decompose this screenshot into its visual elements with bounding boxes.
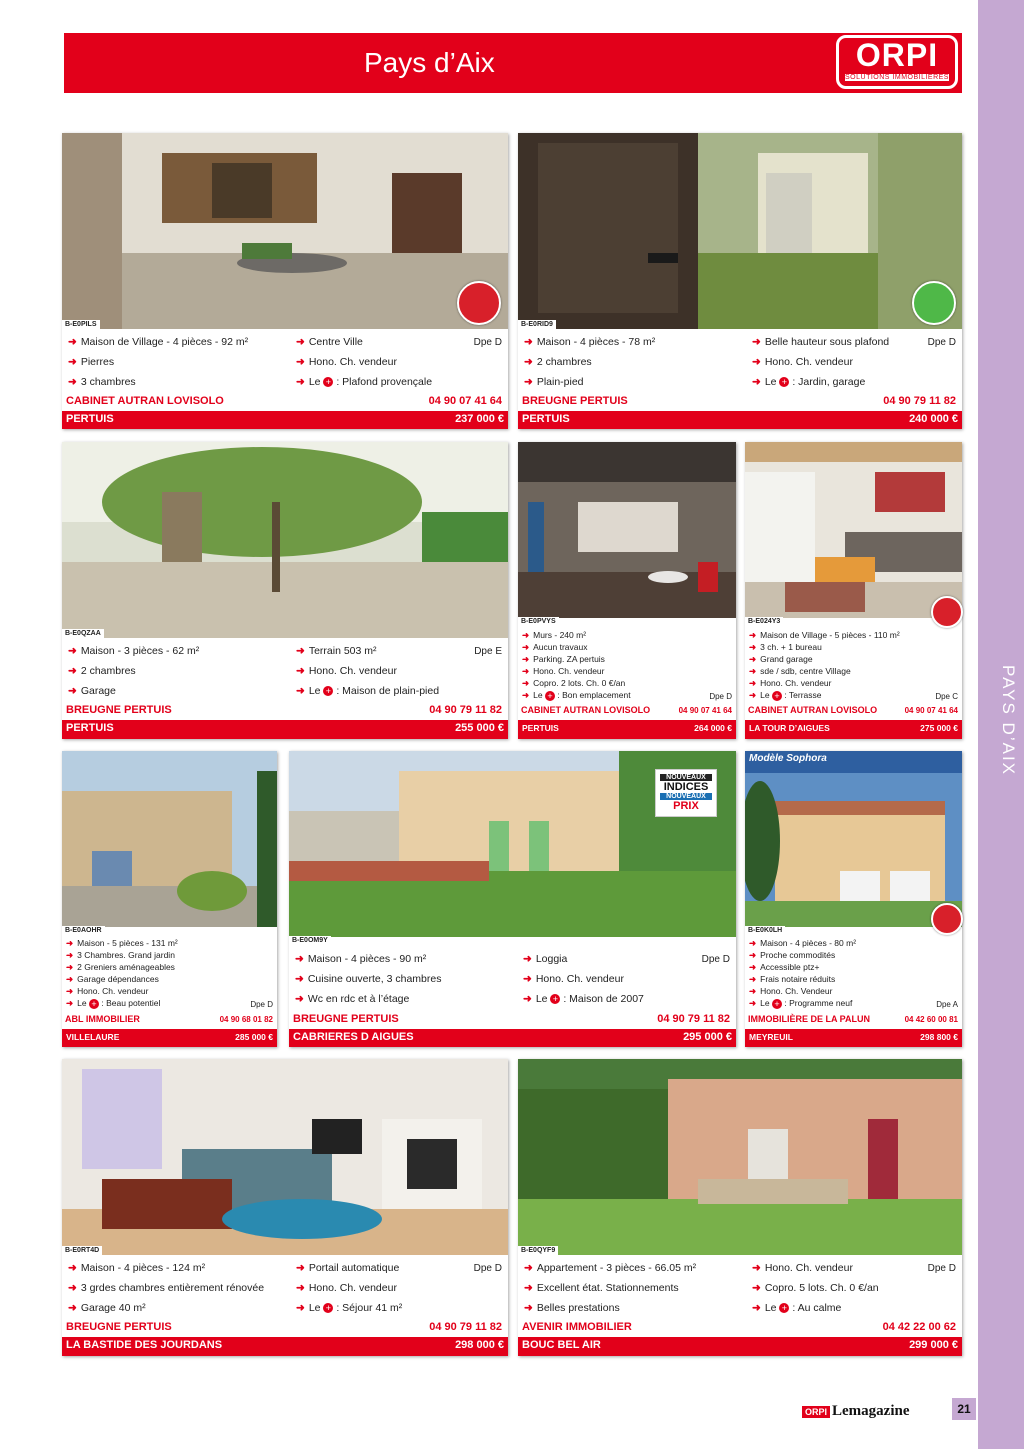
heart-house-icon: [931, 596, 963, 628]
plus-icon: +: [545, 691, 555, 701]
arrow-icon: ➜: [66, 974, 74, 984]
arrow-icon: ➜: [68, 1282, 77, 1294]
arrow-icon: ➜: [749, 630, 757, 640]
arrow-icon: ➜: [66, 962, 74, 972]
arrow-icon: ➜: [523, 993, 532, 1005]
feature: ➜ Wc en rdc et à l’étage: [295, 993, 410, 1005]
feature: ➜ Cuisine ouverte, 3 chambres: [295, 973, 442, 985]
feature: ➜ Garage 40 m²: [68, 1302, 146, 1314]
orpi-logo: [836, 35, 958, 89]
arrow-icon: ➜: [68, 685, 77, 697]
feature: ➜ Hono. Ch. vendeur: [752, 356, 853, 368]
feature: ➜ Maison de Village - 4 pièces - 92 m²: [68, 336, 249, 348]
feature: ➜ Belle hauteur sous plafond: [752, 336, 890, 348]
listing-card[interactable]: [62, 751, 277, 1047]
feature: ➜ Maison - 4 pièces - 80 m²: [749, 938, 857, 948]
arrow-icon: ➜: [66, 986, 74, 996]
property-photo: [518, 442, 736, 618]
listing-ref: B-E0K0LH: [745, 926, 785, 935]
plus-icon: +: [772, 999, 782, 1009]
price: 295 000 €: [683, 1031, 732, 1043]
arrow-icon: ➜: [749, 666, 757, 676]
arrow-icon: ➜: [522, 654, 530, 664]
arrow-icon: ➜: [752, 1302, 761, 1314]
page-header: [64, 33, 962, 93]
agency-name[interactable]: ABL IMMOBILIER: [65, 1014, 140, 1024]
feature: ➜ Hono. Ch. vendeur: [66, 986, 149, 996]
arrow-icon: ➜: [749, 998, 757, 1008]
price: 237 000 €: [455, 413, 504, 425]
agency-phone[interactable]: 04 90 07 41 64: [904, 706, 958, 715]
price: 240 000 €: [909, 413, 958, 425]
listing-ref: B-E0AOHR: [62, 926, 105, 935]
dpe-rating: Dpe D: [473, 1263, 502, 1274]
plus-icon: +: [550, 994, 560, 1004]
arrow-icon: ➜: [522, 630, 530, 640]
arrow-icon: ➜: [295, 973, 304, 985]
agency-name[interactable]: IMMOBILIÈRE DE LA PALUN: [748, 1014, 870, 1024]
feature: ➜ Garage dépendances: [66, 974, 159, 984]
arrow-icon: ➜: [523, 953, 532, 965]
location: PERTUIS: [522, 413, 570, 425]
agency-phone[interactable]: 04 90 07 41 64: [678, 706, 732, 715]
arrow-icon: ➜: [68, 356, 77, 368]
arrow-icon: ➜: [68, 645, 77, 657]
listing-ref: B-E0RID9: [518, 320, 556, 329]
feature-plus: ➜ Le + : Jardin, garage: [752, 376, 866, 388]
location-price-bar: [745, 1029, 962, 1047]
arrow-icon: ➜: [524, 1262, 533, 1274]
arrow-icon: ➜: [749, 986, 757, 996]
listing-card[interactable]: [289, 751, 736, 1047]
dpe-rating: Dpe A: [936, 1000, 958, 1009]
feature: ➜ 2 Greniers aménageables: [66, 962, 175, 972]
feature: ➜ Maison de Village - 5 pièces - 110 m²: [749, 630, 900, 640]
model-label: Modèle Sophora: [749, 753, 827, 764]
agency-name[interactable]: AVENIR IMMOBILIER: [522, 1321, 632, 1333]
feature: ➜ Copro. 2 lots. Ch. 0 €/an: [522, 678, 626, 688]
price: 298 000 €: [455, 1339, 504, 1351]
magazine-logo: [802, 1403, 910, 1420]
feature: ➜ Maison - 3 pièces - 62 m²: [68, 645, 200, 657]
feature: ➜ Loggia: [523, 953, 568, 965]
dpe-rating: Dpe D: [927, 337, 956, 348]
arrow-icon: ➜: [749, 642, 757, 652]
dpe-rating: Dpe D: [250, 1000, 273, 1009]
listing-ref: B-E0PILS: [62, 320, 100, 329]
feature: ➜ Frais notaire réduits: [749, 974, 836, 984]
location-price-bar: [745, 720, 962, 739]
arrow-icon: ➜: [296, 1262, 305, 1274]
plus-icon: +: [323, 377, 333, 387]
property-photo: [518, 133, 962, 329]
agency-phone[interactable]: 04 90 79 11 82: [429, 704, 502, 716]
arrow-icon: ➜: [66, 950, 74, 960]
feature-plus: ➜ Le + : Terrasse: [749, 690, 822, 701]
listing-ref: B-E024Y3: [745, 617, 783, 626]
location: BOUC BEL AIR: [522, 1339, 601, 1351]
location: PERTUIS: [66, 413, 114, 425]
feature: ➜ Garage: [68, 685, 116, 697]
location: PERTUIS: [522, 723, 559, 733]
plus-icon: +: [323, 1303, 333, 1313]
location-price-bar: [62, 1337, 508, 1356]
property-photo: [62, 1059, 508, 1255]
feature: ➜ Murs - 240 m²: [522, 630, 587, 640]
feature: ➜ Maison - 5 pièces - 131 m²: [66, 938, 178, 948]
arrow-icon: ➜: [749, 690, 757, 700]
location-price-bar: [518, 1337, 962, 1356]
feature: ➜ Grand garage: [749, 654, 813, 664]
arrow-icon: ➜: [522, 642, 530, 652]
page-number: 21: [952, 1398, 976, 1420]
listing-ref: B-E0QZAA: [62, 629, 104, 638]
dpe-rating: Dpe D: [701, 954, 730, 965]
feature: ➜ Maison - 4 pièces - 90 m²: [295, 953, 427, 965]
agency-name[interactable]: BREUGNE PERTUIS: [66, 704, 172, 716]
feature: ➜ Hono. Ch. Vendeur: [749, 986, 833, 996]
feature-plus: ➜ Le + : Au calme: [752, 1302, 842, 1314]
agency-name[interactable]: BREUGNE PERTUIS: [66, 1321, 172, 1333]
agency-phone[interactable]: 04 90 79 11 82: [657, 1013, 730, 1025]
arrow-icon: ➜: [66, 998, 74, 1008]
feature: ➜ Hono. Ch. vendeur: [296, 356, 397, 368]
sidebar-label: PAYS D’AIX: [999, 665, 1018, 777]
feature: ➜ Hono. Ch. vendeur: [749, 678, 832, 688]
arrow-icon: ➜: [296, 645, 305, 657]
property-photo: [745, 751, 962, 927]
price: 255 000 €: [455, 722, 504, 734]
price: 298 800 €: [920, 1032, 958, 1042]
arrow-icon: ➜: [749, 938, 757, 948]
arrow-icon: ➜: [68, 665, 77, 677]
eco-house-icon: [912, 281, 956, 325]
feature: ➜ 3 ch. + 1 bureau: [749, 642, 822, 652]
feature: ➜ Copro. 5 lots. Ch. 0 €/an: [752, 1282, 879, 1294]
arrow-icon: ➜: [752, 376, 761, 388]
feature: ➜ Excellent état. Stationnements: [524, 1282, 679, 1294]
feature: ➜ 3 Chambres. Grand jardin: [66, 950, 175, 960]
feature: ➜ 2 chambres: [68, 665, 136, 677]
location: CABRIERES D AIGUES: [293, 1031, 414, 1043]
location-price-bar: [62, 1029, 277, 1047]
feature: ➜ Parking. ZA pertuis: [522, 654, 605, 664]
arrow-icon: ➜: [752, 336, 761, 348]
feature: ➜ sde / sdb, centre Village: [749, 666, 851, 676]
dpe-rating: Dpe D: [473, 337, 502, 348]
arrow-icon: ➜: [68, 1302, 77, 1314]
listing-card[interactable]: [518, 442, 736, 739]
feature: ➜ Pierres: [68, 356, 115, 368]
location: MEYREUIL: [749, 1032, 793, 1042]
arrow-icon: ➜: [752, 356, 761, 368]
heart-house-icon: [457, 281, 501, 325]
arrow-icon: ➜: [749, 950, 757, 960]
price: 285 000 €: [235, 1032, 273, 1042]
location: VILLELAURE: [66, 1032, 120, 1042]
feature: ➜ Hono. Ch. vendeur: [296, 1282, 397, 1294]
feature: ➜ Centre Ville: [296, 336, 363, 348]
heart-house-icon: [931, 903, 963, 935]
arrow-icon: ➜: [522, 678, 530, 688]
arrow-icon: ➜: [522, 666, 530, 676]
feature-plus: ➜ Le + : Maison de plain-pied: [296, 685, 440, 697]
plus-icon: +: [772, 691, 782, 701]
agency-name[interactable]: CABINET AUTRAN LOVISOLO: [66, 395, 224, 407]
plus-icon: +: [779, 377, 789, 387]
feature: ➜ Aucun travaux: [522, 642, 588, 652]
footer-brand-mini: ORPI: [802, 1406, 830, 1418]
arrow-icon: ➜: [524, 1302, 533, 1314]
feature: ➜ Hono. Ch. vendeur: [752, 1262, 853, 1274]
agency-name[interactable]: BREUGNE PERTUIS: [293, 1013, 399, 1025]
dpe-rating: Dpe D: [927, 1263, 956, 1274]
price: 264 000 €: [694, 723, 732, 733]
listing-card[interactable]: [518, 133, 962, 429]
listing-card[interactable]: [62, 133, 508, 429]
arrow-icon: ➜: [749, 654, 757, 664]
agency-phone[interactable]: 04 90 68 01 82: [219, 1015, 273, 1024]
arrow-icon: ➜: [524, 1282, 533, 1294]
plus-icon: +: [779, 1303, 789, 1313]
plus-icon: +: [323, 686, 333, 696]
arrow-icon: ➜: [295, 993, 304, 1005]
arrow-icon: ➜: [66, 938, 74, 948]
listing-card[interactable]: [62, 442, 508, 739]
agency-phone[interactable]: 04 42 22 00 62: [882, 1321, 956, 1333]
listing-ref: B-E0QYF9: [518, 1246, 558, 1255]
listing-card[interactable]: [745, 442, 962, 739]
location: LA BASTIDE DES JOURDANS: [66, 1339, 223, 1351]
price: 275 000 €: [920, 723, 958, 733]
arrow-icon: ➜: [296, 1282, 305, 1294]
arrow-icon: ➜: [752, 1262, 761, 1274]
arrow-icon: ➜: [296, 356, 305, 368]
location-price-bar: [518, 411, 962, 429]
arrow-icon: ➜: [68, 1262, 77, 1274]
feature: ➜ 3 grdes chambres entièrement rénovée: [68, 1282, 265, 1294]
location: PERTUIS: [66, 722, 114, 734]
price: 299 000 €: [909, 1339, 958, 1351]
property-photo: [62, 751, 277, 927]
plus-icon: +: [89, 999, 99, 1009]
location: LA TOUR D’AIGUES: [749, 723, 830, 733]
property-photo: [745, 442, 962, 618]
dpe-rating: Dpe E: [474, 646, 502, 657]
location-price-bar: [62, 411, 508, 429]
arrow-icon: ➜: [295, 953, 304, 965]
arrow-icon: ➜: [522, 690, 530, 700]
logo-main: ORPI: [855, 37, 939, 73]
feature-plus: ➜ Le + : Bon emplacement: [522, 690, 631, 701]
agency-phone[interactable]: 04 90 79 11 82: [429, 1321, 502, 1333]
arrow-icon: ➜: [296, 336, 305, 348]
arrow-icon: ➜: [68, 336, 77, 348]
arrow-icon: ➜: [524, 336, 533, 348]
agency-name[interactable]: CABINET AUTRAN LOVISOLO: [748, 705, 878, 715]
property-photo: [62, 442, 508, 638]
dpe-rating: Dpe D: [709, 692, 732, 701]
feature: ➜ Accessible ptz+: [749, 962, 820, 972]
arrow-icon: ➜: [752, 1282, 761, 1294]
feature: ➜ Appartement - 3 pièces - 66.05 m²: [524, 1262, 697, 1274]
feature-plus: ➜ Le + : Beau potentiel: [66, 998, 161, 1009]
agency-name[interactable]: BREUGNE PERTUIS: [522, 395, 628, 407]
arrow-icon: ➜: [524, 376, 533, 388]
feature-plus: ➜ Le + : Programme neuf: [749, 998, 853, 1009]
listing-ref: B-E0RT4D: [62, 1246, 102, 1255]
feature: ➜ Portail automatique: [296, 1262, 400, 1274]
location-price-bar: [518, 720, 736, 739]
feature: ➜ Maison - 4 pièces - 78 m²: [524, 336, 656, 348]
logo-sub: SOLUTIONS IMMOBILIERES: [845, 74, 949, 81]
agency-phone[interactable]: 04 90 79 11 82: [883, 395, 956, 407]
arrow-icon: ➜: [749, 962, 757, 972]
feature-plus: ➜ Le + : Maison de 2007: [523, 993, 644, 1005]
arrow-icon: ➜: [749, 974, 757, 984]
listing-card[interactable]: [62, 1059, 508, 1356]
agency-name[interactable]: CABINET AUTRAN LOVISOLO: [521, 705, 651, 715]
feature: ➜ Belles prestations: [524, 1302, 620, 1314]
arrow-icon: ➜: [296, 376, 305, 388]
listing-card[interactable]: [518, 1059, 962, 1356]
feature: ➜ Maison - 4 pièces - 124 m²: [68, 1262, 206, 1274]
arrow-icon: ➜: [68, 376, 77, 388]
arrow-icon: ➜: [296, 685, 305, 697]
arrow-icon: ➜: [524, 356, 533, 368]
arrow-icon: ➜: [523, 973, 532, 985]
new-indices-tag: NOUVEAUX INDICES NOUVEAUX PRIX: [655, 769, 717, 817]
dpe-rating: Dpe C: [935, 692, 958, 701]
feature: ➜ 2 chambres: [524, 356, 592, 368]
feature: ➜ Hono. Ch. vendeur: [523, 973, 624, 985]
feature-plus: ➜ Le + : Séjour 41 m²: [296, 1302, 403, 1314]
listing-ref: B-E0PVYS: [518, 617, 559, 626]
feature: ➜ Plain-pied: [524, 376, 584, 388]
feature: ➜ Proche commodités: [749, 950, 836, 960]
arrow-icon: ➜: [296, 665, 305, 677]
arrow-icon: ➜: [296, 1302, 305, 1314]
property-photo: [62, 133, 508, 329]
listing-card[interactable]: [745, 751, 962, 1047]
page-title: Pays d’Aix: [364, 47, 495, 78]
location-price-bar: [62, 720, 508, 739]
arrow-icon: ➜: [749, 678, 757, 688]
listing-ref: B-E0OM9Y: [289, 936, 331, 945]
feature: ➜ Hono. Ch. vendeur: [296, 665, 397, 677]
property-photo: [518, 1059, 962, 1255]
feature: ➜ 3 chambres: [68, 376, 136, 388]
footer-brand: Lemagazine: [832, 1403, 910, 1419]
feature: ➜ Hono. Ch. vendeur: [522, 666, 605, 676]
feature: ➜ Terrain 503 m²: [296, 645, 377, 657]
agency-phone[interactable]: 04 90 07 41 64: [428, 395, 502, 407]
location-price-bar: [289, 1029, 736, 1047]
agency-phone[interactable]: 04 42 60 00 81: [904, 1015, 958, 1024]
feature-plus: ➜ Le + : Plafond provençale: [296, 376, 433, 388]
